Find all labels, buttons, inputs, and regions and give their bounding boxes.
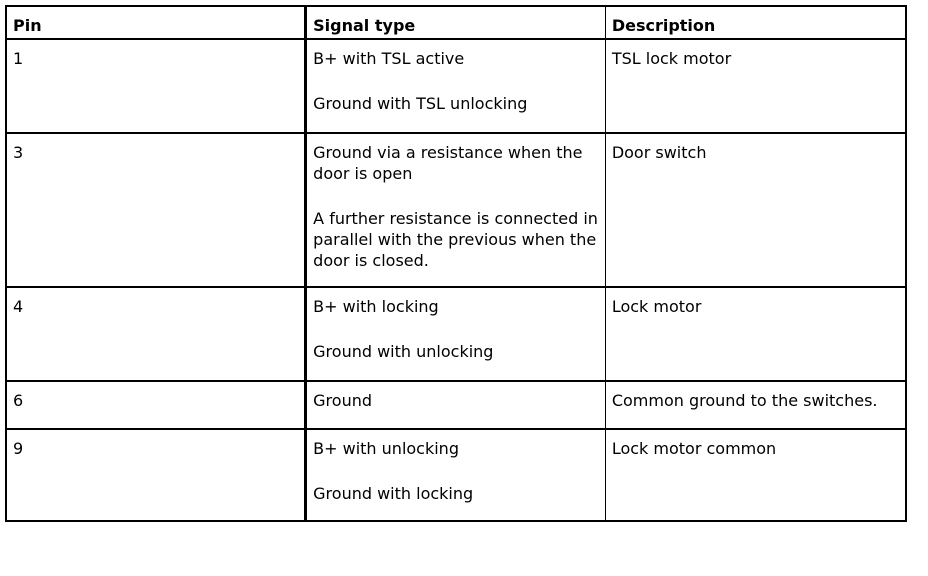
signal-line: B+ with TSL active: [313, 49, 465, 68]
signal-line: Ground with TSL unlocking: [313, 94, 528, 113]
table-header-row: [6, 6, 906, 39]
signal-line: B+ with unlocking: [313, 439, 459, 458]
description-cell: Lock motor common: [605, 429, 906, 521]
table-row: [6, 381, 906, 429]
signal-line: Ground with locking: [313, 484, 474, 503]
description-cell: Door switch: [605, 133, 906, 287]
signal-line: A further resistance is connected in parallel with the previous when the door is closed.: [313, 209, 598, 270]
table-row: [6, 133, 906, 287]
table-row: [6, 287, 906, 381]
description-cell: TSL lock motor: [605, 39, 906, 133]
signal-cell: [306, 39, 606, 133]
signal-cell: [306, 429, 606, 521]
pin-cell: 3: [6, 133, 306, 287]
pin-signal-table: [5, 5, 907, 522]
signal-cell: [306, 133, 606, 287]
signal-cell: [306, 287, 606, 381]
header-signal-type: Signal type: [306, 6, 606, 39]
signal-line: Ground: [313, 391, 373, 410]
signal-cell: [306, 381, 606, 429]
table-row: [6, 39, 906, 133]
pin-table-container: [5, 5, 907, 522]
header-pin: Pin: [6, 6, 306, 39]
header-description: Description: [605, 6, 906, 39]
pin-cell: 1: [6, 39, 306, 133]
pin-cell: 6: [6, 381, 306, 429]
pin-cell: 4: [6, 287, 306, 381]
signal-line: B+ with locking: [313, 297, 439, 316]
signal-line: Ground with unlocking: [313, 342, 494, 361]
pin-cell: 9: [6, 429, 306, 521]
table-row: [6, 429, 906, 521]
description-cell: Lock motor: [605, 287, 906, 381]
signal-line: Ground via a resistance when the door is open: [313, 143, 583, 183]
description-cell: Common ground to the switches.: [605, 381, 906, 429]
